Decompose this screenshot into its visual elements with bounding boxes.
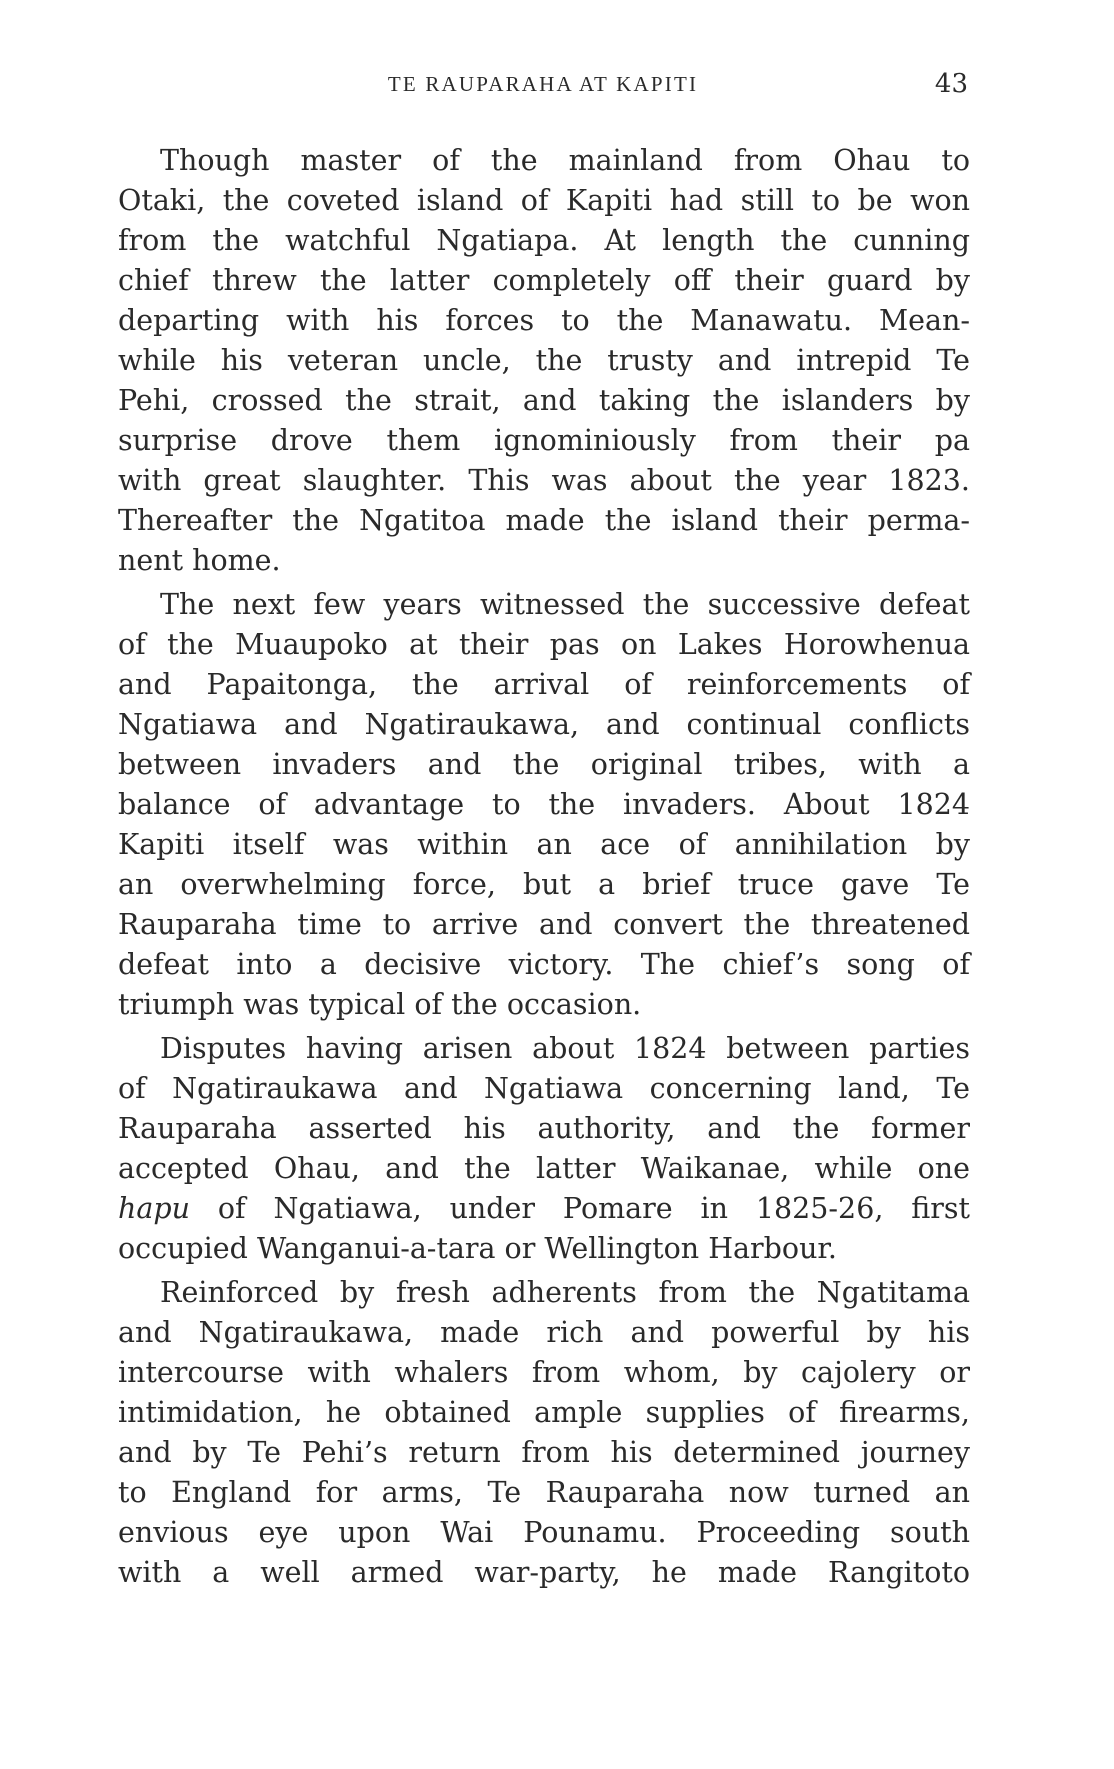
text-line: from the watchful Ngatiapa. At length the cunning — [118, 224, 970, 257]
page-number: 43 — [934, 69, 968, 99]
text-line: occupied Wanganui-a-tara or Wellington Harbour. — [118, 1232, 837, 1265]
text-line: defeat into a decisive victory. The chief’s song of — [118, 948, 970, 981]
text-line: of Ngatiraukawa and Ngatiawa concerning land, Te — [118, 1072, 970, 1105]
text-line: with great slaughter. This was about the year 1823. — [118, 464, 970, 497]
text-line: an overwhelming force, but a brief truce gave Te — [118, 868, 970, 901]
text-line: Pehi, crossed the strait, and taking the islanders by — [118, 384, 970, 417]
running-title: TE RAUPARAHA AT KAPITI — [387, 72, 699, 96]
italic-term: hapu — [118, 1192, 190, 1225]
text-line: accepted Ohau, and the latter Waikanae, while one — [118, 1152, 970, 1185]
text-line: intercourse with whalers from whom, by cajolery or — [118, 1356, 970, 1389]
text-line: with a well armed war-party, he made Rangitoto — [118, 1556, 970, 1589]
text-line: to England for arms, Te Rauparaha now turned an — [118, 1476, 970, 1509]
paragraph-1 — [118, 141, 970, 581]
text-line: between invaders and the original tribes, with a — [118, 748, 970, 781]
paragraph-4 — [118, 1273, 970, 1593]
text-line: departing with his forces to the Manawatu. Mean- — [118, 304, 970, 337]
text-line: chief threw the latter completely off their guard by — [118, 264, 970, 297]
body-text — [118, 141, 970, 1597]
text-line: triumph was typical of the occasion. — [118, 988, 642, 1021]
text-line: Rauparaha asserted his authority, and the former — [118, 1112, 970, 1145]
text-line: The next few years witnessed the successive defeat — [160, 588, 970, 621]
text-line: Reinforced by fresh adherents from the Ngatitama — [160, 1276, 970, 1309]
text-line: Otaki, the coveted island of Kapiti had still to be won — [118, 184, 970, 217]
text-line: Disputes having arisen about 1824 between parties — [160, 1032, 970, 1065]
text-line-with-italic — [118, 1189, 970, 1229]
text-line: Rauparaha time to arrive and convert the threatened — [118, 908, 970, 941]
text-line: of the Muaupoko at their pas on Lakes Horowhenua — [118, 628, 970, 661]
text-line: Kapiti itself was within an ace of annihilation by — [118, 828, 970, 861]
text-line: nent home. — [118, 544, 281, 577]
text-line: Though master of the mainland from Ohau to — [160, 144, 970, 177]
text-line: and by Te Pehi’s return from his determined journey — [118, 1436, 970, 1469]
text-line: envious eye upon Wai Pounamu. Proceeding south — [118, 1516, 970, 1549]
text-line: intimidation, he obtained ample supplies of firearms, — [118, 1396, 970, 1429]
text-line: Thereafter the Ngatitoa made the island their perma- — [118, 504, 970, 537]
text-line: and Ngatiraukawa, made rich and powerful by his — [118, 1316, 970, 1349]
text-line: and Papaitonga, the arrival of reinforcements of — [118, 668, 970, 701]
text-line: Ngatiawa and Ngatiraukawa, and continual conflicts — [118, 708, 970, 741]
paragraph-3 — [118, 1029, 970, 1269]
text-line: surprise drove them ignominiously from their pa — [118, 424, 970, 457]
text-line-rest: of Ngatiawa, under Pomare in 1825-26, first — [217, 1192, 971, 1225]
text-line: while his veteran uncle, the trusty and intrepid Te — [118, 344, 970, 377]
running-head — [118, 66, 968, 102]
text-line: balance of advantage to the invaders. About 1824 — [118, 788, 970, 821]
paragraph-2 — [118, 585, 970, 1025]
